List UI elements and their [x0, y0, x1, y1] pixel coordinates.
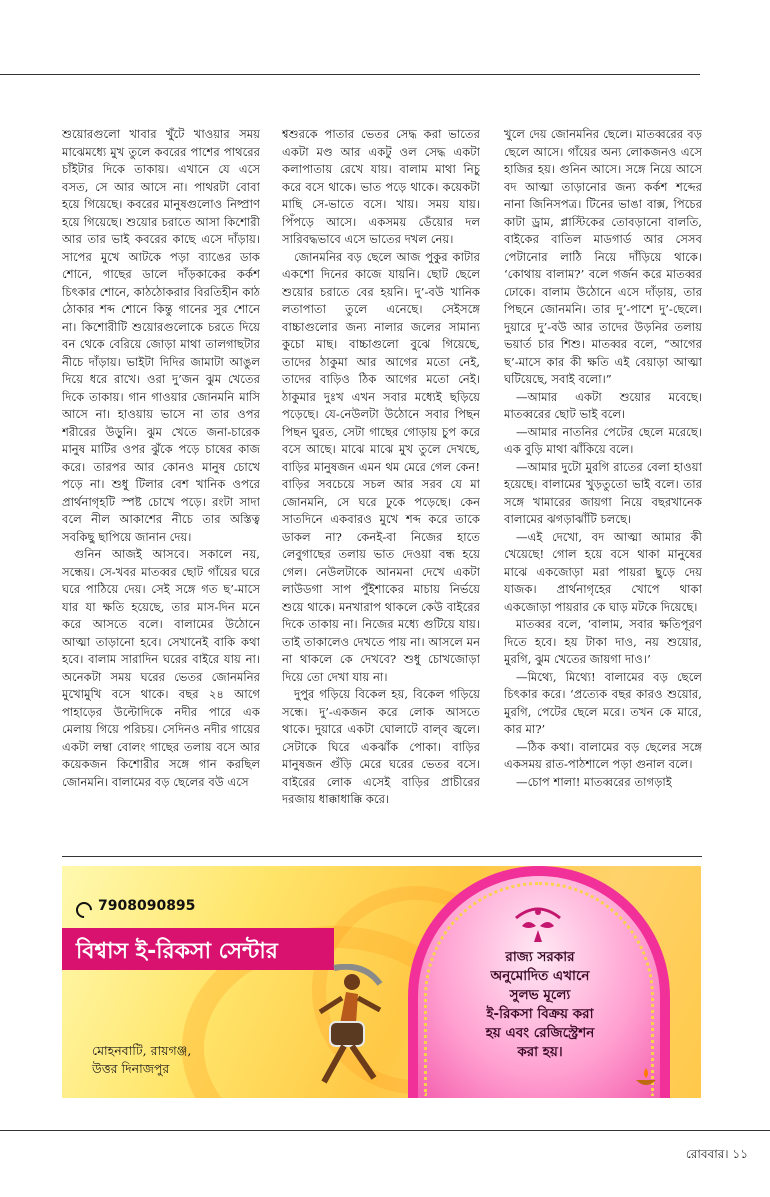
paragraph: জোনমনির বড় ছেলে আজ পুকুর কাটার একশো দিনের কাজে যায়নি। ছোট ছেলে শুয়োর চরাতে বের হয়নি। দু’-বউ খানিক লতাপাতা তুলে এনেছে। সেইসঙ্গে বাচ্চাগুলোর জন্য নালার জলের সামান্য কুচো মাছ। বাচ্চাগুলো বুঝে গিয়েছে, তাদের ঠাকুমা আর আগের মতো নেই, তাদের বাড়িও ঠিক আগের মতো নেই। ঠাকুমার দুঃখ এখন সবার মধ্যেই ছড়িয়ে পড়েছে। যে-নেউলটা উঠোনে সবার পিছন পিছন ঘুরত, সেটা গাছের গোড়ায় চুপ করে বসে আছে। মাঝে মাঝে মুখ তুলে দেখছে, বাড়ির মানুষজন এমন থম মেরে গেল কেন! বাড়ির সবচেয়ে সচল আর সরব যে মা জোনমনি, সে ঘরে ঢুকে পড়েছে। কেন সাতদিনে একবারও মুখে শব্দ করে তাকে ডাকল না? কেনই-বা নিজের হাতে লেবুগাছের তলায় ভাত দেওয়া বন্ধ হয়ে গেল। নেউলটাকে আনমনা দেখে একটা লাউডগা সাপ পুঁইশাকের মাচায় নির্ভয়ে শুয়ে থাকে। মনখারাপ থাকলে কেউ বাইরের দিকে তাকায় না। নিজের মধ্যে গুটিয়ে যায়। তাই তাকালেও দেখতে পায় না। আসলে মন না থাকলে কে দেখবে? শুধু চোখজোড়া দিয়ে তো দেখা যায় না। [282, 249, 480, 684]
ad-offer-text [422, 948, 658, 1062]
goddess-icon [508, 896, 568, 948]
ad-offer-line: হয় এবং রেজিস্ট্রেশন [485, 1025, 595, 1041]
paragraph: —ঠিক কথা। বালামের বড় ছেলের সঙ্গে একসময় রাত-পাঠশালে পড়া গুনাল বলে। [504, 739, 702, 771]
paragraph: দুপুর গড়িয়ে বিকেল হয়, বিকেল গড়িয়ে সন্ধে। দু’-একজন করে লোক আসতে থাকে। দুয়ারে একটা ঘোলাটে বাল্‌ব জ্বলে। সেটাকে ঘিরে একঝাঁক পোকা। বাড়ির মানুষজন গুঁড়ি মেরে ঘরের ভেতর বসে। বাইরের লোক এসেই বাড়ির প্রাচীরের দরজায় ধাক্কাধাক্কি করে। [282, 687, 480, 806]
ad-offer-line: সুলভ মূল্যে [509, 987, 571, 1003]
paragraph: —আমার একটা শুয়োর মবেছে। মাতব্বরের ছোট ভাই বলে। [504, 389, 702, 421]
ad-phone-number: 7908090895 [98, 898, 196, 914]
article-column-2 [282, 126, 480, 848]
paragraph: —চোপ শালা! মাতব্বরের তাগড়াই [516, 774, 672, 789]
paragraph: শ্বশুরকে পাতার ভেতর সেদ্ধ করা ভাতের একটা মণ্ড আর একটু ওল সেদ্ধ একটা কলাপাতায় রেখে যায়। বালাম মাথা নিচু করে বসে থাকে। ভাত পড়ে থাকে। কয়েকটা মাছি সে-ভাতে বসে। খায়। সময় যায়। পিঁপড়ে আসে। একসময় ডেঁয়োর দল সারিবদ্ধভাবে এসে ভাতের দখল নেয়। [282, 127, 480, 246]
paragraph: —এই দেখো, বদ আত্মা আমার কী খেয়েছে! গোল হয়ে বসে থাকা মানুষের মাঝে একজোড়া মরা পায়রা ছুড়ে দেয় যাজক। প্রার্থনাগৃহের খোপে থাকা একজোড়া পায়রার কে ঘাড় মটকে দিয়েছে। [504, 529, 702, 614]
story-article [62, 126, 702, 848]
section-rule [62, 856, 702, 857]
ad-offer-line: অনুমোদিত এখানে [490, 968, 590, 984]
ad-business-name: বিশ্বাস ই-রিকসা সেন্টার [76, 939, 278, 964]
paragraph: —আমার নাতনির পেটের ছেলে মরেছে। এক বুড়ি মাথা ঝাঁকিয়ে বলে। [504, 424, 702, 456]
paragraph: —আমার দুটো মুরগি রাতের বেলা হাওয়া হয়েছে। বালামের খুড়তুতো ভাই বলে। তার সঙ্গে খামারের জায়গা নিয়ে বছরখানেক বালামের ঝগড়াঝাঁটি চলছে। [504, 459, 702, 526]
footer-rule [0, 1130, 770, 1131]
top-rule [0, 74, 700, 75]
ad-offer-line: করা হয়। [517, 1044, 563, 1060]
dancer-icon [294, 964, 394, 1094]
paragraph: মাতব্বর বলে, ‘বালাম, সবার ক্ষতিপূরণ দিতে হবে। হয় টাকা দাও, নয় শুয়োর, মুরগি, ঝুম খেতের জায়গা দাও।’ [504, 617, 702, 666]
article-column-1 [62, 126, 260, 848]
diya-icon [634, 1066, 658, 1088]
paragraph: শুয়োরগুলো খাবার খুঁটে খাওয়ার সময় মাঝেমধ্যে মুখ তুলে কবরের পাশের পাথরের চাঁইটার দিকে তাকায়। এখানে যে এসে বসত, সে আর আসে না। পাথরটা বোবা হয়ে গিয়েছে। কবরের মানুষগুলোও নিষ্প্রাণ হয়ে গিয়েছে। শুয়োর চরাতে আসা কিশোরী আর তার ভাই কবরের কাছে এসে দাঁড়ায়। সাপের মুখে আটকে পড়া ব্যাঙের ডাক শোনে, গাছের ডালে দাঁড়কাকের কর্কশ চিৎকার শোনে, কাঠঠোকরার বিরতিহীন কাঠ ঠোকার শব্দ শোনে কিন্তু গানের সুর শোনে না। কিশোরীটি শুয়োরগুলোকে চরতে দিয়ে বন থেকে বেরিয়ে জোড়া মাথা তালগাছটার নীচে দাঁড়ায়। ভাইটা দিদির জামাটা আঙুল দিয়ে ধরে রাখে। ওরা দু’জন ঝুম খেতের দিকে তাকায়। গান গাওয়ার জোনমনি মাসি আসে না। হাওয়ায় ভাসে না তার ওপর শরীরের উড়ুনি। ঝুম খেতে জনা-চারেক মানুষ মাটির ওপর ঝুঁকে পড়ে চাষের কাজ করে। তারপর আর কোনও মানুষ চোখে পড়ে না। শুধু টিলার বেশ খানিক ওপরে প্রার্থনাগৃহটি স্পষ্ট চোখে পড়ে। রংটা সাদা বলে নীল আকাশের নীচে তার অস্তিত্ব সবকিছু ছাপিয়ে জানান দেয়। [62, 127, 260, 544]
ad-address-line: মোহনবাটি, রায়গঞ্জ, [92, 1043, 192, 1058]
paragraph: —মিথ্যে, মিথ্যে! বালামের বড় ছেলে চিৎকার করে। ‘প্রত্যেক বছর কারও শুয়োর, মুরগি, পেটের ছেলে মরে। তখন কে মারে, কার মা?’ [504, 669, 702, 736]
paragraph: খুলে দেয় জোনমনির ছেলে। মাতব্বরের বড় ছেলে আসে। গাঁয়ের অন্য লোকজনও এসে হাজির হয়। গুনিন আসে। সঙ্গে নিয়ে আসে বদ আত্মা তাড়ানোর জন্য কর্কশ শব্দের নানা জিনিসপত্র। টিনের ভাঙা বাক্স, পিচের কাটা ড্রাম, প্লাস্টিকের তোবড়ানো বালতি, বাইকের বাতিল মাডগার্ড আর সেসব পেটানোর লাঠি নিয়ে দাঁড়িয়ে থাকে। ‘কোথায় বালাম?’ বলে গর্জন করে মাতব্বর ঢোকে। বালাম উঠোনে এসে দাঁড়ায়, তার পিছনে জোনমনি। তার দু’-পাশে দু’-ছেলে। দুয়ারে দু’-বউ আর তাদের উড়নির তলায় ভয়ার্ত চার শিশু। মাতব্বর বলে, “আগের ছ’-মাসে কার কী ক্ষতি এই বেয়াড়া আত্মা ঘটিয়েছে, সবাই বলো।” [504, 127, 702, 386]
page-footer: রোববার। ১১ [685, 1147, 748, 1161]
ad-offer-line: রাজ্য সরকার [505, 949, 575, 965]
phone-icon [73, 899, 96, 922]
paragraph: গুনিন আজই আসবে। সকালে নয়, সন্ধেয়। সে-খবর মাতব্বর ছোট গাঁয়ের ঘরে ঘরে পাঠিয়ে দেয়। সেই সঙ্গে গত ছ’-মাসে যার যা ক্ষতি হয়েছে, তার মাস-দিন মনে করে আসতে বলে। বালামের উঠোনে আত্মা তাড়ানো হবে। সেখানেই বাকি কথা হবে। বালাম সারাদিন ঘরের বাইরে যায় না। অনেকটা সময় ঘরের ভেতর জোনমনির মুখোমুখি বসে থাকে। বছর ২৪ আগে পাহাড়ের উল্টোদিকে নদীর পারে এক মেলায় গিয়ে পরিচয়। সেদিনও নদীর গায়ের একটা লম্বা বোলং গাছের তলায় বসে আর কয়েকজন কিশোরীর সঙ্গে গান করছিল জোনমনি। বালামের বড় ছেলের বউ এসে [62, 547, 260, 789]
ad-address-line: উত্তর দিনাজপুর [92, 1061, 170, 1076]
article-column-3 [504, 126, 702, 848]
ad-offer-line: ই-রিকসা বিক্রয় করা [486, 1006, 594, 1022]
advertisement [62, 866, 701, 1098]
ad-address [92, 1042, 191, 1078]
